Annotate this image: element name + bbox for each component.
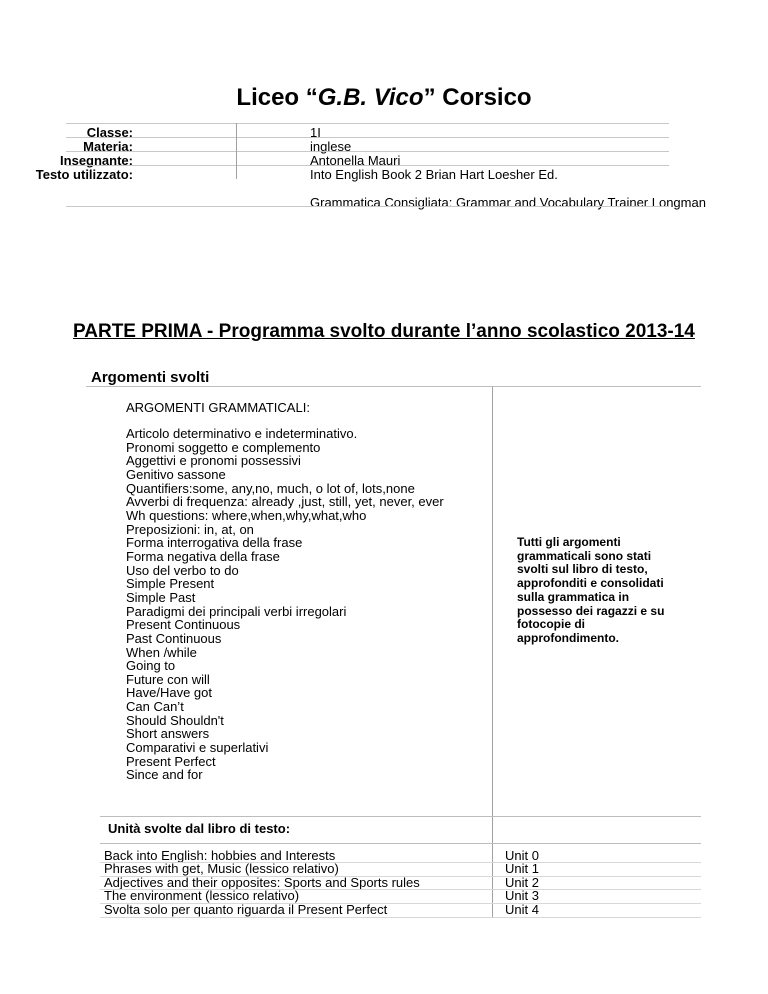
grammar-heading: ARGOMENTI GRAMMATICALI: bbox=[126, 400, 310, 415]
list-item: Past Continuous bbox=[126, 630, 222, 646]
info-value-classe: 1I bbox=[310, 125, 321, 140]
units-topic-list bbox=[104, 849, 490, 916]
list-item: Quantifiers:some, any,no, much, o lot of, lots,none bbox=[126, 480, 415, 496]
list-item: Wh questions: where,when,why,what,who bbox=[126, 507, 367, 523]
grammar-note: Tutti gli argomenti grammaticali sono stati svolti sul libro di testo, approfonditi e consolidati sulla grammatica in possesso dei ragazzi e su fotocopie di approfondimento. bbox=[517, 535, 665, 645]
unit-row-rule bbox=[100, 903, 701, 904]
units-head-rule bbox=[100, 843, 701, 844]
unit-code: Unit 1 bbox=[505, 861, 539, 877]
list-item: Avverbi di frequenza: already ,just, still, yet, never, ever bbox=[126, 494, 444, 510]
info-value-insegnante: Antonella Mauri bbox=[310, 153, 401, 168]
units-heading: Unità svolte dal libro di testo: bbox=[108, 821, 291, 836]
grammar-table-rule bbox=[100, 816, 701, 817]
info-row-insegnante bbox=[60, 151, 669, 168]
info-label-classe: Classe: bbox=[86, 125, 133, 140]
unit-code: Unit 4 bbox=[505, 901, 539, 917]
info-value-grammatica: Grammatica Consigliata: Grammar and Vocabulary Trainer Longman bbox=[310, 195, 706, 210]
unit-code: Unit 0 bbox=[505, 848, 539, 863]
unit-code: Unit 2 bbox=[505, 874, 539, 890]
list-item: Going to bbox=[126, 658, 176, 674]
list-item: When /while bbox=[126, 644, 197, 660]
unit-topic: Back into English: hobbies and Interests bbox=[104, 848, 336, 863]
info-label-materia: Materia: bbox=[83, 139, 133, 154]
list-item: Simple Past bbox=[126, 589, 196, 605]
grammar-table-divider bbox=[492, 387, 493, 918]
list-item: Simple Present bbox=[126, 576, 215, 592]
section-subtitle: Argomenti svolti bbox=[91, 369, 210, 386]
list-item: Should Shouldn't bbox=[126, 712, 224, 728]
units-code-list bbox=[505, 849, 539, 916]
section-title: PARTE PRIMA - Programma svolto durante l’anno scolastico 2013-14 bbox=[73, 321, 695, 342]
unit-topic: Svolta solo per quanto riguarda il Present Perfect bbox=[104, 901, 388, 917]
unit-row-rule bbox=[100, 862, 701, 863]
list-item: Paradigmi dei principali verbi irregolari bbox=[126, 603, 347, 619]
list-item: Forma negativa della frase bbox=[126, 548, 280, 564]
info-label-insegnante: Insegnante: bbox=[60, 153, 133, 168]
list-item: Present Continuous bbox=[126, 617, 241, 633]
unit-row-rule bbox=[100, 876, 701, 877]
unit-row-rule bbox=[100, 889, 701, 890]
info-row-testo bbox=[35, 165, 706, 210]
unit-code: Unit 3 bbox=[505, 888, 539, 904]
list-item: Short answers bbox=[126, 726, 210, 742]
unit-row-rule bbox=[100, 917, 701, 918]
list-item: Since and for bbox=[126, 767, 203, 783]
list-item: Pronomi soggetto e complemento bbox=[126, 439, 321, 455]
list-item: Forma interrogativa della frase bbox=[126, 535, 303, 551]
title-school-name: G.B. Vico bbox=[317, 84, 424, 111]
unit-topic: The environment (lessico relativo) bbox=[104, 888, 300, 904]
info-value-materia: inglese bbox=[310, 139, 352, 154]
list-item: Aggettivi e pronomi possessivi bbox=[126, 453, 301, 469]
list-item: Have/Have got bbox=[126, 685, 212, 701]
unit-topic: Adjectives and their opposites: Sports and Sports rules bbox=[104, 874, 420, 890]
info-divider bbox=[236, 123, 237, 179]
info-value-testo: Into English Book 2 Brian Hart Loesher Ed. bbox=[310, 167, 558, 182]
info-label-testo: Testo utilizzato: bbox=[35, 167, 133, 182]
info-row-classe bbox=[66, 123, 669, 140]
unit-topic: Phrases with get, Music (lessico relativo) bbox=[104, 861, 339, 877]
title-suffix: ” Corsico bbox=[423, 84, 532, 111]
subtitle-rule bbox=[86, 386, 701, 387]
list-item: Uso del verbo to do bbox=[126, 562, 239, 578]
list-item: Present Perfect bbox=[126, 753, 216, 769]
list-item: Future con will bbox=[126, 671, 210, 687]
list-item: Comparativi e superlativi bbox=[126, 740, 269, 756]
page-title bbox=[0, 84, 768, 112]
list-item: Articolo determinativo e indeterminativo. bbox=[126, 426, 358, 441]
list-item: Preposizioni: in, at, on bbox=[126, 521, 254, 537]
grammar-list bbox=[126, 427, 444, 782]
title-prefix: Liceo “ bbox=[236, 84, 318, 111]
info-row-materia bbox=[66, 137, 669, 154]
list-item: Can Can’t bbox=[126, 699, 184, 715]
info-table-bottom bbox=[66, 206, 669, 207]
list-item: Genitivo sassone bbox=[126, 466, 226, 482]
